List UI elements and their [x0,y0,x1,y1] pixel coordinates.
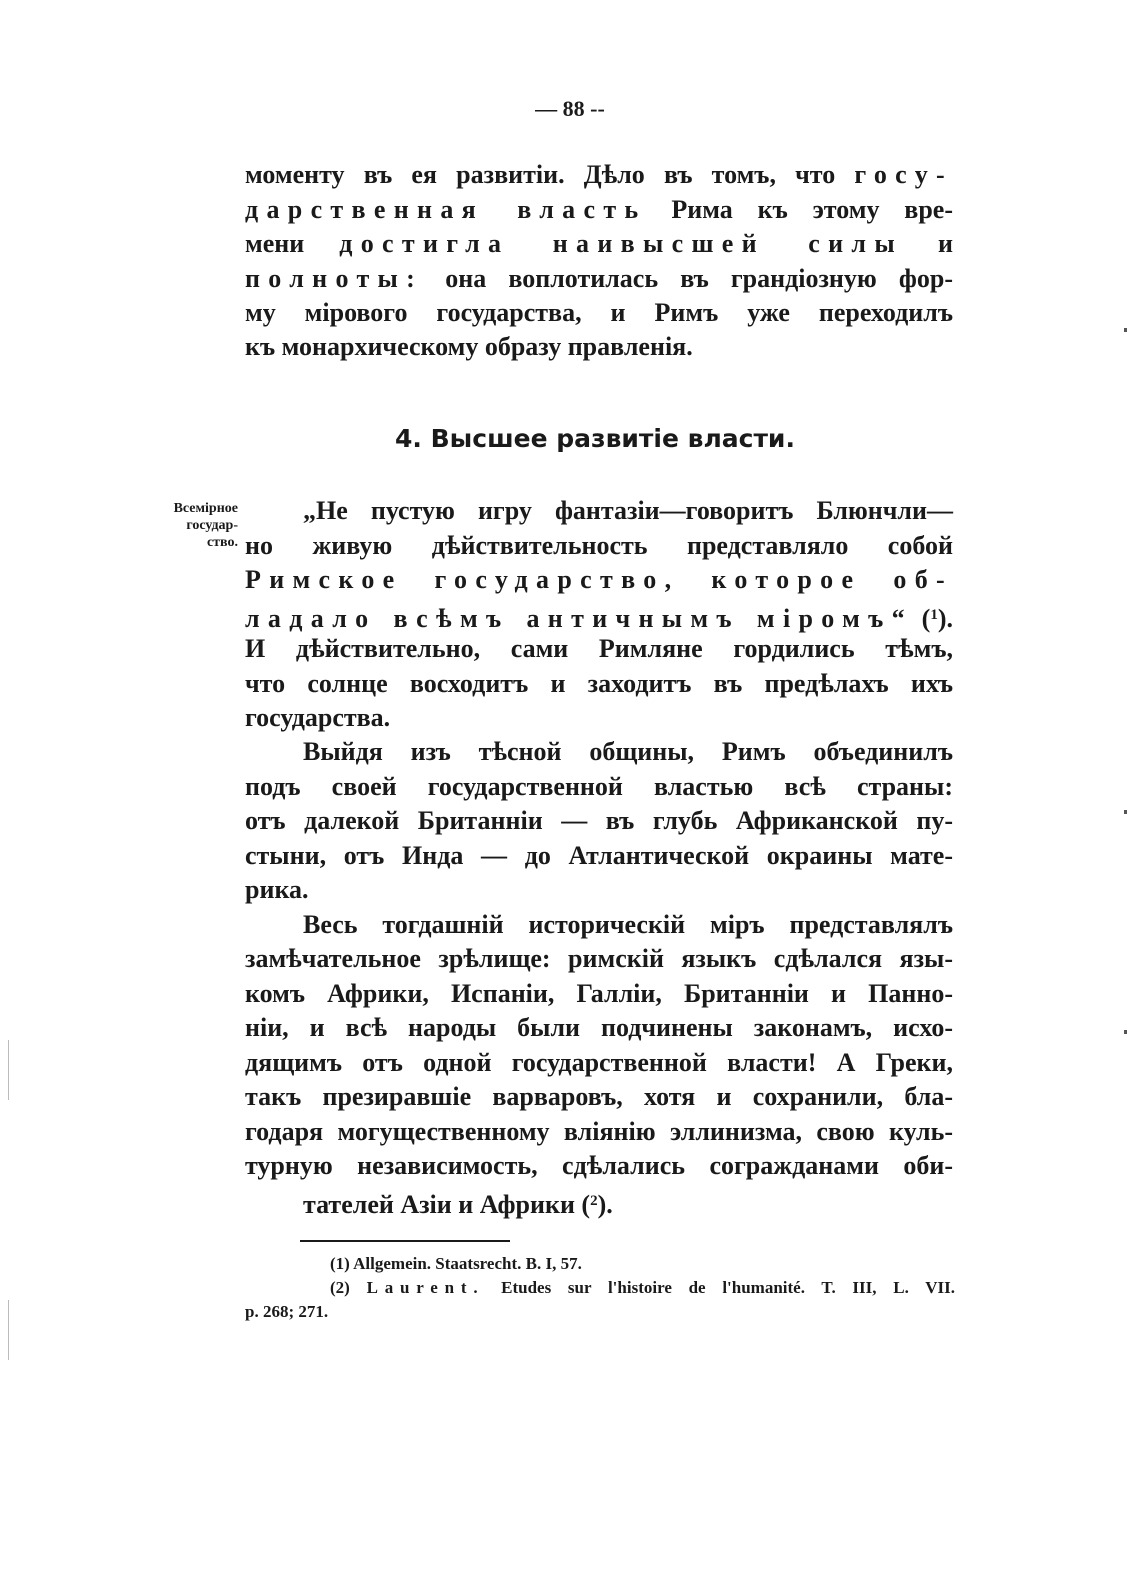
text-run: къ монархическому образу правленія. [245,332,693,361]
spaced-text: дарственная власть [245,195,647,224]
text-run: комъ Африки, Испаніи, Галліи, Британніи и Панно- [245,979,953,1008]
text-line [303,494,953,528]
text-run: мени [245,229,340,258]
scan-mark [1124,1030,1127,1034]
text-line [245,158,953,192]
text-line [245,529,953,563]
text-line [245,667,953,701]
text-line [245,296,953,330]
footnote-ref: 2 [590,1193,598,1209]
text-line [245,942,953,976]
text-line [245,598,953,632]
text-line: подъ своей государственной властью всѣ страны: [245,772,953,801]
footnote-2-continuation: p. 268; 271. [245,1302,329,1321]
footnote-mark: (1) [330,1254,350,1273]
text-line [303,1184,953,1218]
text-run: Рима къ этому вре- [646,195,953,224]
scan-mark [8,1300,9,1360]
text-line [245,1149,953,1183]
text-line: стыни, отъ Инда — до Атлантической окраины мате- [245,841,953,870]
text-run: тателей Азіи и Африки ( [303,1190,591,1219]
margin-note [118,500,238,551]
text-line [245,262,953,296]
text-run: ніи, и всѣ народы были подчинены законамъ, исхо- [245,1013,953,1042]
text-line [245,563,953,597]
text-run: дящимъ отъ одной государственной власти! А Греки, [245,1048,953,1077]
text-line [245,1115,953,1149]
section-heading: 4. Высшее развитіе власти. [395,424,795,453]
footnote-author: Laurent. [366,1278,485,1297]
text-run: и [902,229,953,258]
text-run: такъ презиравшіе варваровъ, хотя и сохранили, бла- [245,1082,953,1111]
spaced-text: госу- [854,160,953,189]
text-line [245,330,953,364]
margin-note-line: государ- [186,518,238,533]
text-line [245,977,953,1011]
text-line [245,193,953,227]
margin-note-line: ство. [206,535,238,550]
text-run: что солнце восходитъ и заходитъ въ предѣлахъ ихъ [245,669,953,698]
text-line [245,701,953,735]
text-run: ( [912,604,931,633]
spaced-text: Римское государство, которое об- [245,565,953,594]
text-run: ). [937,604,953,633]
text-line [245,1080,953,1114]
text-run: она воплотилась въ грандіозную фор- [423,264,953,293]
footnote-1 [330,1253,582,1275]
text-line [245,1046,953,1080]
text-run: замѣчательное зрѣлище: римскій языкъ сдѣлался язы- [245,944,953,973]
text-run: но живую дѣйствительность представляло собой [245,531,953,560]
text-run: ). [597,1190,613,1219]
footnote-2 [330,1277,955,1299]
text-line [245,227,953,261]
page-number: — 88 -- [535,96,605,121]
footnote-text: Etudes sur l'histoire de l'humanité. T. III, L. VII. [501,1278,956,1297]
spaced-text: ладало всѣмъ античнымъ міромъ“ [245,604,913,633]
spaced-text: полноты: [245,264,424,293]
text-run: Весь тогдашній историческій міръ представлялъ [303,910,953,939]
text-run: турную независимость, сдѣлались согражданами оби- [245,1151,953,1180]
text-run: годаря могущественному вліянію эллинизма, свою куль- [245,1117,953,1146]
text-run: „Не пустую игру фантазіи—говоритъ Блюнчли— [303,496,953,525]
footnote-divider [300,1240,510,1242]
scan-mark [1124,328,1127,332]
text-line [245,1011,953,1045]
text-line: отъ далекой Британніи — въ глубь Африканской пу- [245,806,953,835]
text-line: Выйдя изъ тѣсной общины, Римъ объединилъ [303,737,953,766]
footnote-text: Allgemein. Staatsrecht. B. I, 57. [353,1254,582,1273]
text-run: му мірового государства, и Римъ уже переходилъ [245,298,953,327]
text-run: И дѣйствительно, сами Римляне гордились тѣмъ, [245,634,953,663]
scan-mark [8,1040,9,1100]
spaced-text: достигла наивысшей силы [339,229,903,258]
text-line [303,908,953,942]
footnote-ref: 1 [930,607,938,623]
margin-note-line: Всемірное [173,501,238,516]
scan-mark [1124,810,1127,814]
text-run: моменту въ ея развитіи. Дѣло въ томъ, что [245,160,855,189]
footnote-mark: (2) [330,1278,350,1297]
text-line: рика. [245,875,309,904]
text-run: государства. [245,703,391,732]
text-line [245,632,953,666]
